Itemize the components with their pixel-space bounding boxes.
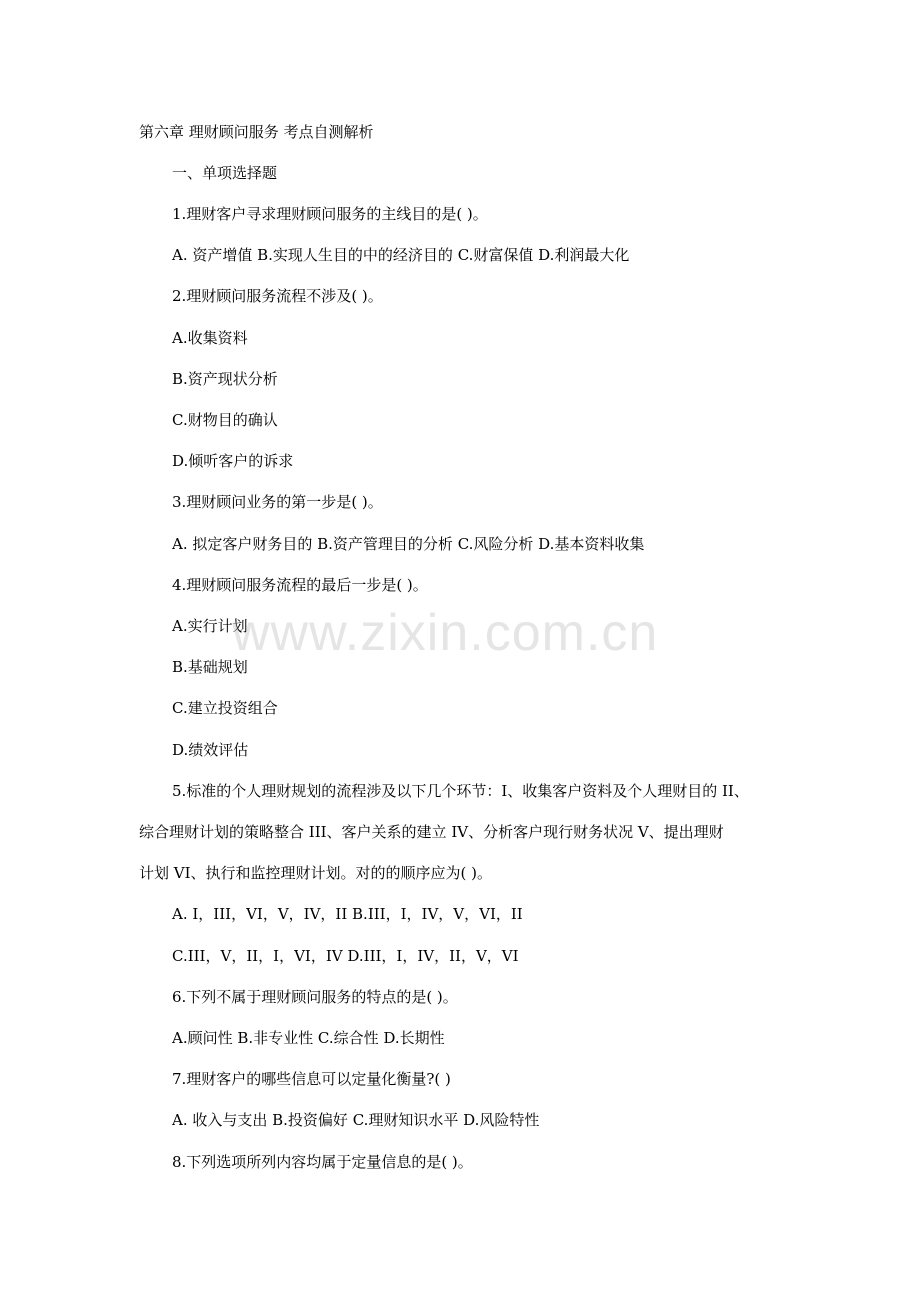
question-7: 7.理财客户的哪些信息可以定量化衡量?( )	[172, 1070, 451, 1088]
question-5-continued: 综合理财计划的策略整合 III、客户关系的建立 IV、分析客户现行财务状况 V、提出理财	[139, 823, 724, 841]
question-4-option-d: D.绩效评估	[172, 741, 249, 759]
watermark: www.zixin.com.cn	[232, 604, 659, 662]
question-6: 6.下列不属于理财顾问服务的特点的是( )。	[172, 988, 458, 1006]
question-2: 2.理财顾问服务流程不涉及( )。	[172, 287, 383, 305]
question-3-options: A. 拟定客户财务目的 B.资产管理目的分析 C.风险分析 D.基本资料收集	[172, 535, 645, 553]
question-3: 3.理财顾问业务的第一步是( )。	[172, 493, 383, 511]
question-2-option-b: B.资产现状分析	[172, 370, 278, 388]
question-5-continued-2: 计划 VI、执行和监控理财计划。对的的顺序应为( )。	[139, 864, 493, 882]
question-7-options: A. 收入与支出 B.投资偏好 C.理财知识水平 D.风险特性	[172, 1111, 540, 1129]
question-2-option-c: C.财物目的确认	[172, 411, 278, 429]
question-1-options: A. 资产增值 B.实现人生目的中的经济目的 C.财富保值 D.利润最大化	[172, 246, 630, 264]
question-5-options-cd: C.III，V，II，I，VI，IV D.III，I，IV，II，V，VI	[172, 947, 519, 965]
question-4-option-c: C.建立投资组合	[172, 699, 278, 717]
question-2-option-d: D.倾听客户的诉求	[172, 452, 294, 470]
question-4: 4.理财顾问服务流程的最后一步是( )。	[172, 576, 428, 594]
question-5: 5.标准的个人理财规划的流程涉及以下几个环节：I、收集客户资料及个人理财目的 II、	[172, 782, 749, 800]
question-2-option-a: A.收集资料	[172, 329, 248, 347]
page-title: 第六章 理财顾问服务 考点自测解析	[139, 123, 374, 141]
question-8: 8.下列选项所列内容均属于定量信息的是( )。	[172, 1153, 473, 1171]
question-6-options: A.顾问性 B.非专业性 C.综合性 D.长期性	[172, 1029, 445, 1047]
section-heading: 一、单项选择题	[172, 164, 278, 182]
question-4-option-a: A.实行计划	[172, 617, 248, 635]
question-5-options-ab: A. I，III，VI，V，IV，II B.III，I，IV，V，VI，II	[172, 905, 523, 923]
question-4-option-b: B.基础规划	[172, 658, 248, 676]
question-1: 1.理财客户寻求理财顾问服务的主线目的是( )。	[172, 205, 488, 223]
